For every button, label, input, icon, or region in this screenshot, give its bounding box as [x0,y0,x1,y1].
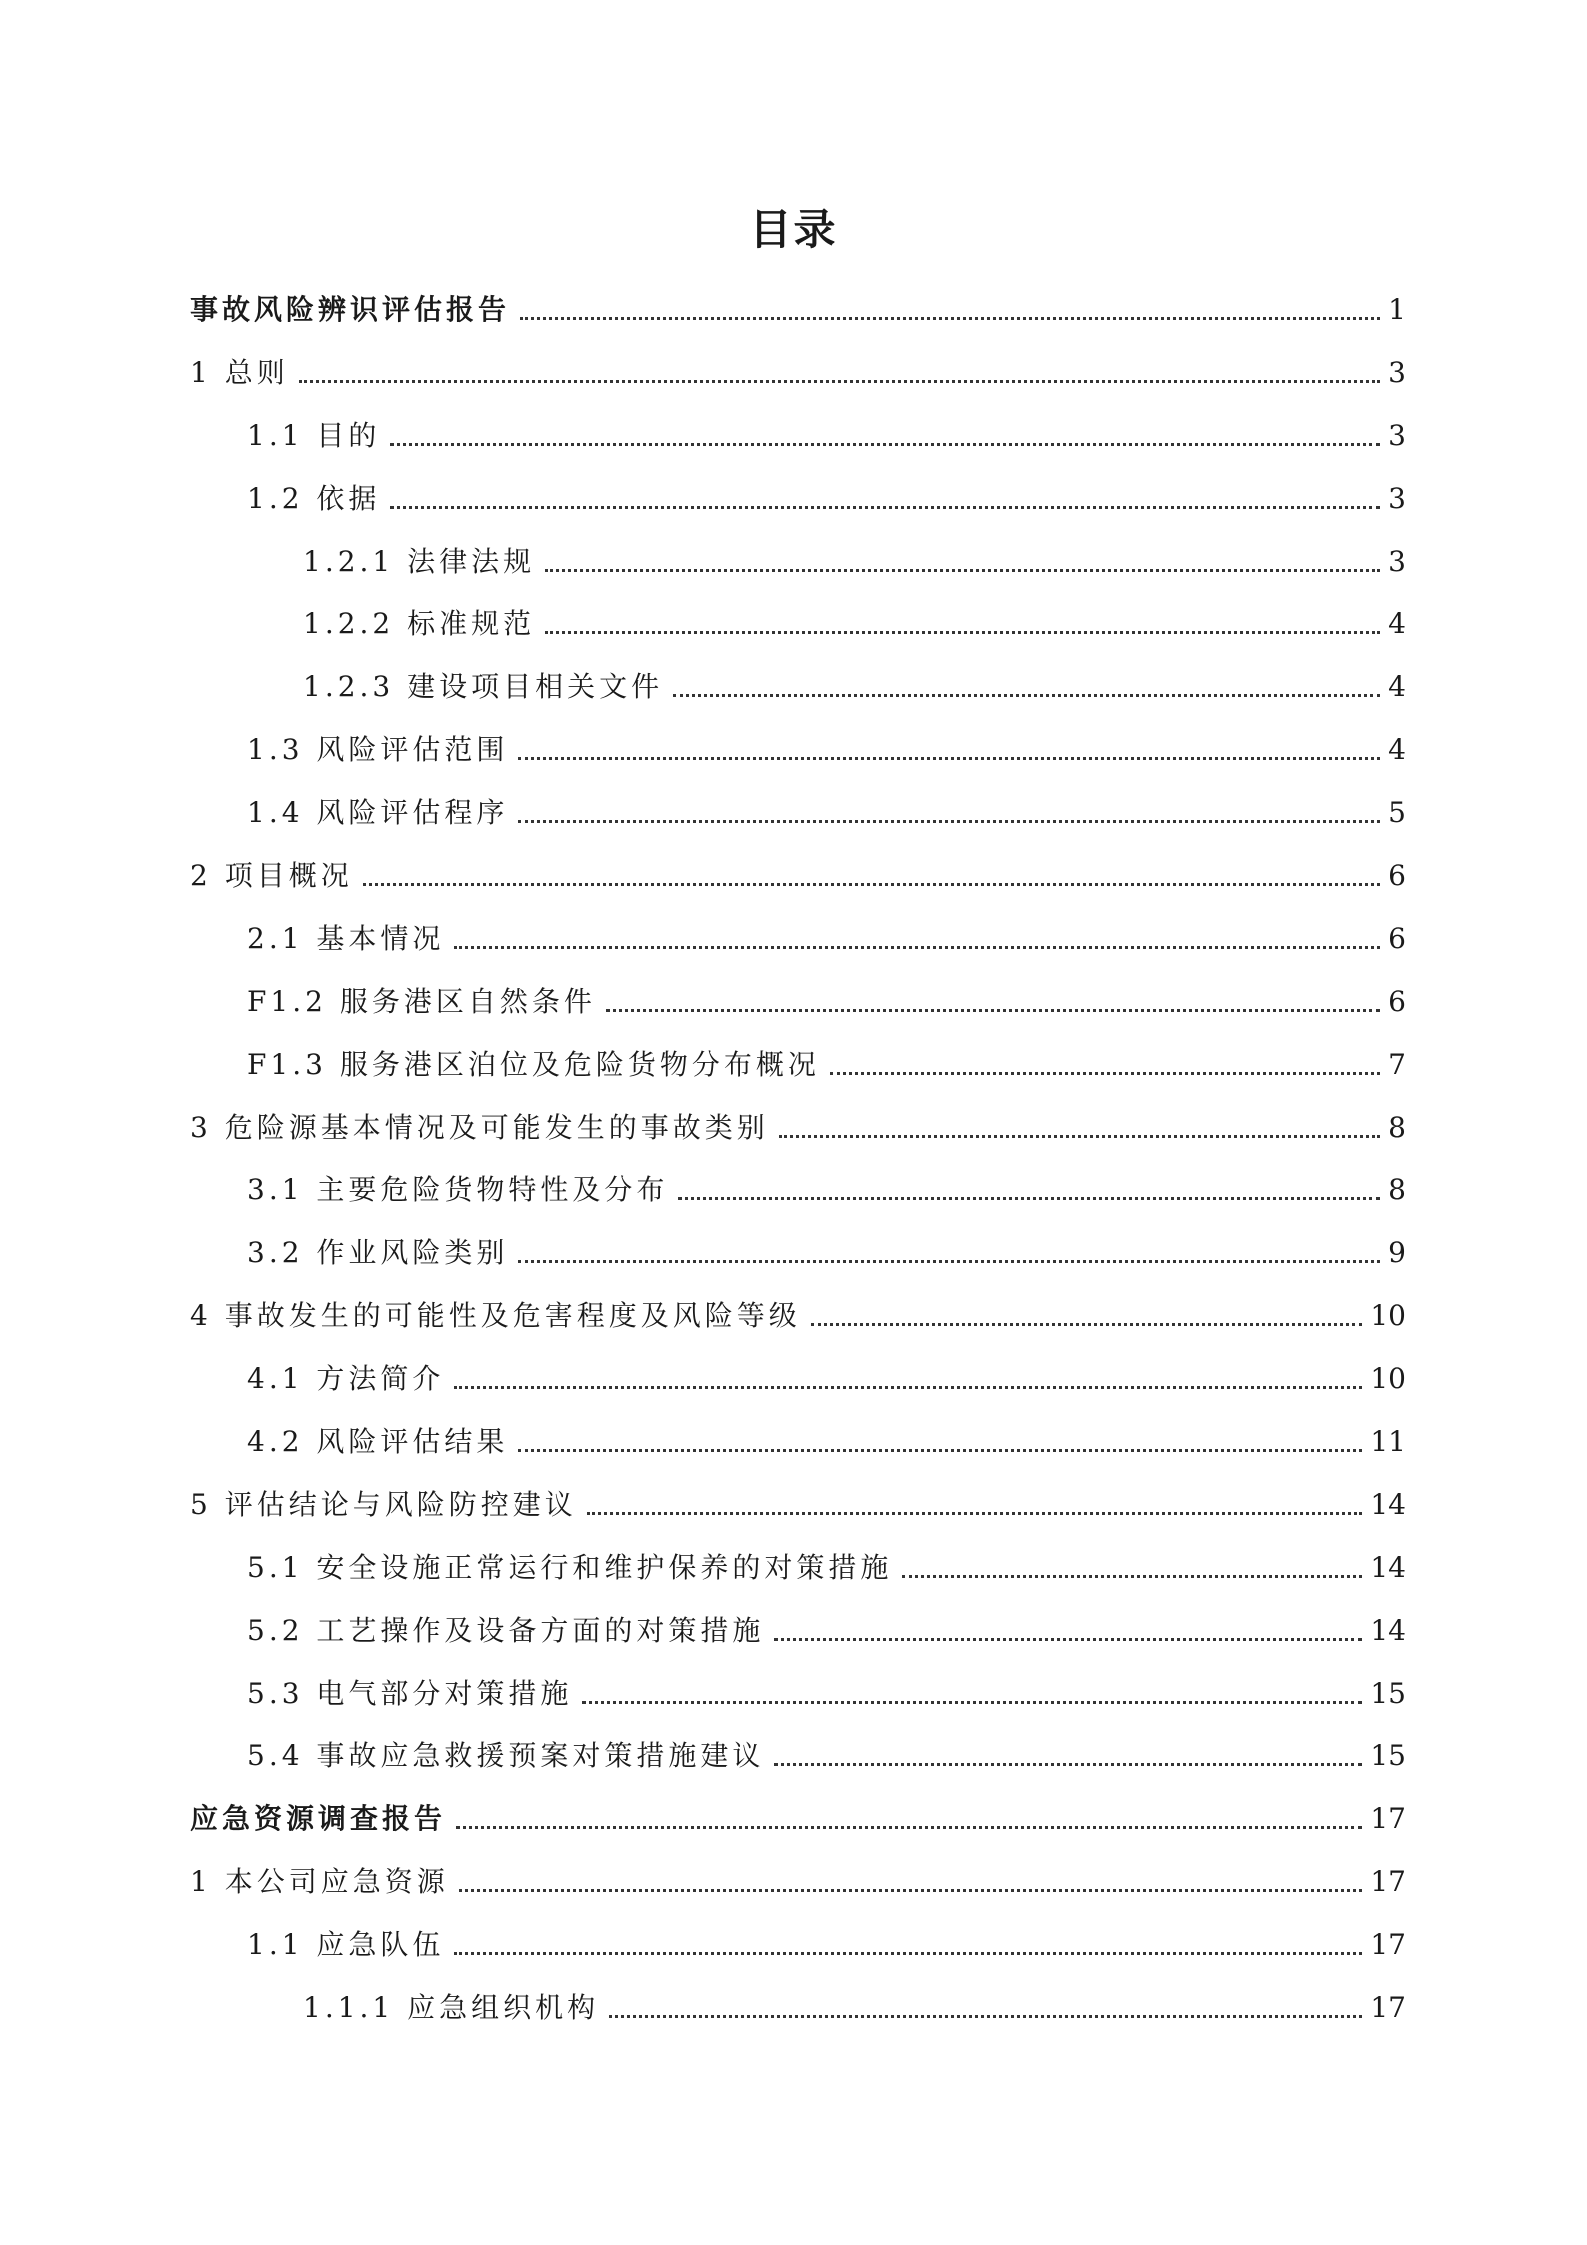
toc-entry[interactable] [190,1285,1406,1348]
toc-entry[interactable] [190,1034,1406,1097]
toc-entry-label: 事故风险辨识评估报告 [190,293,511,326]
toc-entry-label: 2.1 基本情况 [247,921,445,955]
toc-entry-page-number: 10 [1370,1362,1406,1396]
dot-leader [459,1889,1363,1892]
toc-entry-page-number: 15 [1370,1739,1406,1773]
toc-entry[interactable] [190,782,1406,845]
toc-entry-label: 1 总则 [190,355,289,389]
toc-entry-label: 应急资源调查报告 [190,1802,447,1836]
toc-entry-page-number: 17 [1370,1928,1406,1962]
dot-leader [518,820,1380,823]
toc-entry-page-number: 17 [1370,1802,1406,1836]
toc-entry-label: 1.2.1 法律法规 [303,544,536,578]
toc-entry-label: 1.2.3 建设项目相关文件 [303,670,664,704]
toc-entry-page-number: 14 [1370,1550,1406,1584]
dot-leader [518,1449,1362,1452]
dot-leader [678,1197,1380,1200]
toc-entry[interactable] [190,1788,1406,1851]
dot-leader [454,1386,1362,1389]
toc-entry-page-number: 6 [1388,984,1406,1018]
toc-entry-label: 1.1.1 应急组织机构 [303,1991,600,2025]
toc-entry-label: 1.1 应急队伍 [247,1928,445,1962]
toc-entry[interactable] [190,1663,1406,1726]
toc-entry[interactable] [190,1348,1406,1411]
dot-leader [454,946,1380,949]
dot-leader [363,883,1380,886]
toc-entry-label: 5.2 工艺操作及设备方面的对策措施 [247,1613,765,1647]
toc-entry-page-number: 3 [1388,355,1406,389]
dot-leader [299,380,1380,383]
dot-leader [811,1323,1363,1326]
toc-entry-page-number: 9 [1388,1236,1406,1270]
toc-entry[interactable] [190,1537,1406,1600]
dot-leader [518,757,1380,760]
toc-entry-label: 1.2 依据 [247,481,381,515]
toc-entry-page-number: 3 [1388,544,1406,578]
toc-entry-label: 5.1 安全设施正常运行和维护保养的对策措施 [247,1550,893,1584]
toc-entry-label: 5.3 电气部分对策措施 [247,1676,573,1710]
toc-entry-label: 1.2.2 标准规范 [303,607,536,641]
dot-leader [609,2015,1362,2018]
toc-entry-label: 1 本公司应急资源 [190,1865,449,1899]
toc-entry-label: 4.1 方法简介 [247,1362,445,1396]
toc-entry[interactable] [190,1600,1406,1663]
dot-leader [518,1260,1380,1263]
toc-entry[interactable] [190,1914,1406,1977]
dot-leader [587,1512,1363,1515]
dot-leader [390,506,1380,509]
toc-entry-page-number: 8 [1388,1110,1406,1144]
dot-leader [456,1826,1362,1829]
toc-entry[interactable] [190,656,1406,719]
toc-entry-label: 4.2 风险评估结果 [247,1425,509,1459]
toc-entry[interactable] [190,971,1406,1034]
toc-entry[interactable] [190,593,1406,656]
toc-entry-label: F1.2 服务港区自然条件 [247,984,596,1018]
toc-entry-page-number: 14 [1370,1613,1406,1647]
toc-entry[interactable] [190,1159,1406,1222]
toc-entry[interactable] [190,908,1406,971]
dot-leader [774,1638,1362,1641]
table-of-contents [190,279,1406,2040]
toc-entry-label: F1.3 服务港区泊位及危险货物分布概况 [247,1047,820,1081]
dot-leader [779,1135,1380,1138]
dot-leader [545,569,1380,572]
dot-leader [606,1009,1380,1012]
toc-entry[interactable] [190,279,1406,342]
dot-leader [673,694,1380,697]
toc-entry-label: 1.1 目的 [247,418,381,452]
toc-entry[interactable] [190,719,1406,782]
toc-entry[interactable] [190,1411,1406,1474]
toc-entry-page-number: 4 [1388,670,1406,704]
toc-entry-page-number: 3 [1388,481,1406,515]
toc-entry-label: 3 危险源基本情况及可能发生的事故类别 [190,1110,769,1144]
toc-entry-page-number: 7 [1388,1047,1406,1081]
toc-entry-label: 5.4 事故应急救援预案对策措施建议 [247,1739,765,1773]
toc-entry-label: 2 项目概况 [190,859,353,893]
toc-entry-page-number: 3 [1388,418,1406,452]
toc-entry-page-number: 17 [1370,1991,1406,2025]
toc-entry[interactable] [190,845,1406,908]
toc-entry-page-number: 4 [1388,733,1406,767]
dot-leader [582,1701,1362,1704]
toc-entry-page-number: 17 [1370,1865,1406,1899]
dot-leader [454,1952,1362,1955]
toc-entry-label: 3.1 主要危险货物特性及分布 [247,1173,669,1207]
dot-leader [902,1575,1362,1578]
toc-entry-label: 3.2 作业风险类别 [247,1236,509,1270]
toc-entry-page-number: 8 [1388,1173,1406,1207]
toc-entry-label: 4 事故发生的可能性及危害程度及风险等级 [190,1299,801,1333]
toc-entry[interactable] [190,531,1406,594]
toc-entry-page-number: 5 [1388,796,1406,830]
toc-entry-page-number: 14 [1370,1487,1406,1521]
dot-leader [390,443,1380,446]
dot-leader [545,631,1380,634]
toc-entry[interactable] [190,342,1406,405]
toc-entry-label: 1.4 风险评估程序 [247,796,509,830]
toc-entry-page-number: 6 [1388,921,1406,955]
dot-leader [520,317,1380,320]
toc-entry-label: 5 评估结论与风险防控建议 [190,1487,577,1521]
toc-entry[interactable] [190,1725,1406,1788]
toc-entry[interactable] [190,1474,1406,1537]
toc-entry[interactable] [190,1851,1406,1914]
page-title: 目录 [749,205,838,254]
dot-leader [774,1763,1362,1766]
toc-entry-page-number: 15 [1370,1676,1406,1710]
dot-leader [830,1072,1380,1075]
toc-entry[interactable] [190,1977,1406,2040]
toc-entry[interactable] [190,1097,1406,1160]
toc-entry[interactable] [190,1222,1406,1285]
toc-entry-page-number: 1 [1388,293,1406,326]
toc-entry[interactable] [190,468,1406,531]
toc-entry-page-number: 4 [1388,607,1406,641]
toc-entry-page-number: 10 [1370,1299,1406,1333]
toc-entry-page-number: 11 [1370,1425,1406,1459]
toc-entry[interactable] [190,405,1406,468]
toc-entry-label: 1.3 风险评估范围 [247,733,509,767]
toc-entry-page-number: 6 [1388,859,1406,893]
